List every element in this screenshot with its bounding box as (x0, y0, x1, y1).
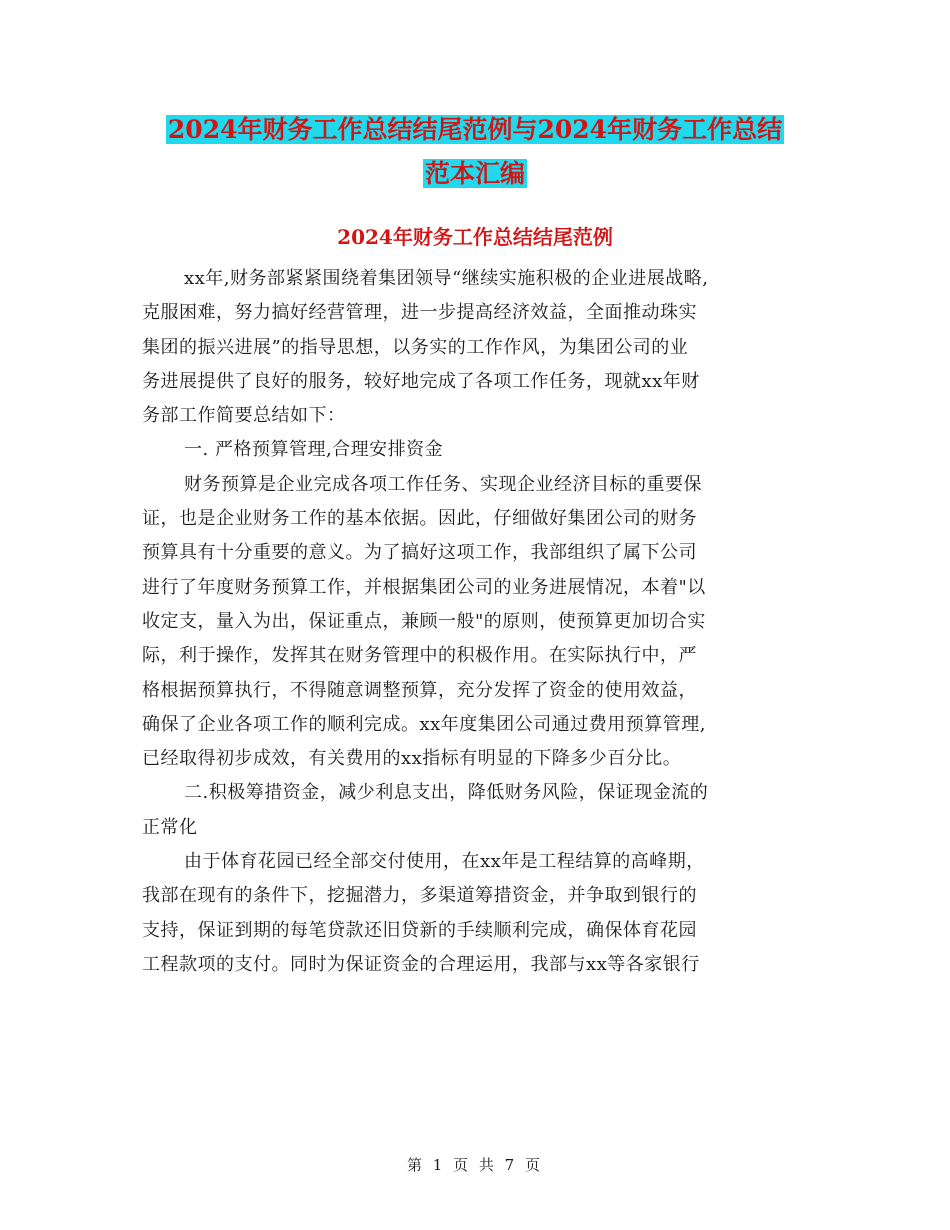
text-line: 证，也是企业财务工作的基本依据。因此，仔细做好集团公司的财务 (142, 508, 697, 530)
document-title-line-2 (0, 154, 950, 194)
text-line: 由于体育花园已经全部交付使用，在xx年是工程结算的高峰期， (184, 851, 705, 873)
body-text (142, 262, 812, 982)
text-line: 克服困难，努力搞好经营管理，进一步提高经济效益，全面推动珠实 (142, 302, 697, 324)
text-line: 预算具有十分重要的意义。为了搞好这项工作，我部组织了属下公司 (142, 542, 697, 564)
text-line: 正常化 (142, 816, 198, 838)
title-highlight: 2024年财务工作总结结尾范例与2024年财务工作总结 (167, 115, 783, 144)
text-line: 确保了企业各项工作的顺利完成。xx年度集团公司通过费用预算管理, (142, 713, 707, 735)
title-highlight: 范本汇编 (424, 159, 525, 188)
document-title-line-1 (0, 110, 950, 150)
text-line: 支持，保证到期的每笔贷款还旧贷新的手续顺利完成，确保体育花园 (142, 919, 697, 941)
text-line: 已经取得初步成效，有关费用的xx指标有明显的下降多少百分比。 (142, 748, 682, 770)
page-footer: 第 1 页 共 7 页 (407, 1156, 543, 1174)
text-line: 工程款项的支付。同时为保证资金的合理运用，我部与xx等各家银行 (142, 953, 700, 975)
text-line: xx年,财务部紧紧围绕着集团领导“继续实施积极的企业进展战略, (184, 268, 709, 289)
text-line: 二.积极筹措资金，减少利息支出，降低财务风险，保证现金流的 (184, 782, 709, 804)
text-line: 集团的振兴进展”的指导思想，以务实的工作作风，为集团公司的业 (142, 336, 689, 358)
text-line: 务进展提供了良好的服务，较好地完成了各项工作任务，现就xx年财 (142, 370, 700, 392)
text-line: 进行了年度财务预算工作，并根据集团公司的业务进展情况，本着"以 (142, 576, 706, 598)
text-line: 财务预算是企业完成各项工作任务、实现企业经济目标的重要保 (184, 473, 702, 495)
text-line: 一. 严格预算管理,合理安排资金 (184, 439, 444, 461)
text-line: 收定支，量入为出，保证重点，兼顾一般"的原则，使预算更加切合实 (142, 610, 706, 632)
text-line: 务部工作简要总结如下： (142, 405, 346, 427)
section-title: 2024年财务工作总结结尾范例 (337, 225, 613, 249)
text-line: 际，利于操作，发挥其在财务管理中的积极作用。在实际执行中，严 (142, 645, 697, 667)
text-line: 格根据预算执行，不得随意调整预算，充分发挥了资金的使用效益， (142, 679, 697, 701)
text-line: 我部在现有的条件下，挖掘潜力，多渠道筹措资金，并争取到银行的 (142, 885, 697, 907)
